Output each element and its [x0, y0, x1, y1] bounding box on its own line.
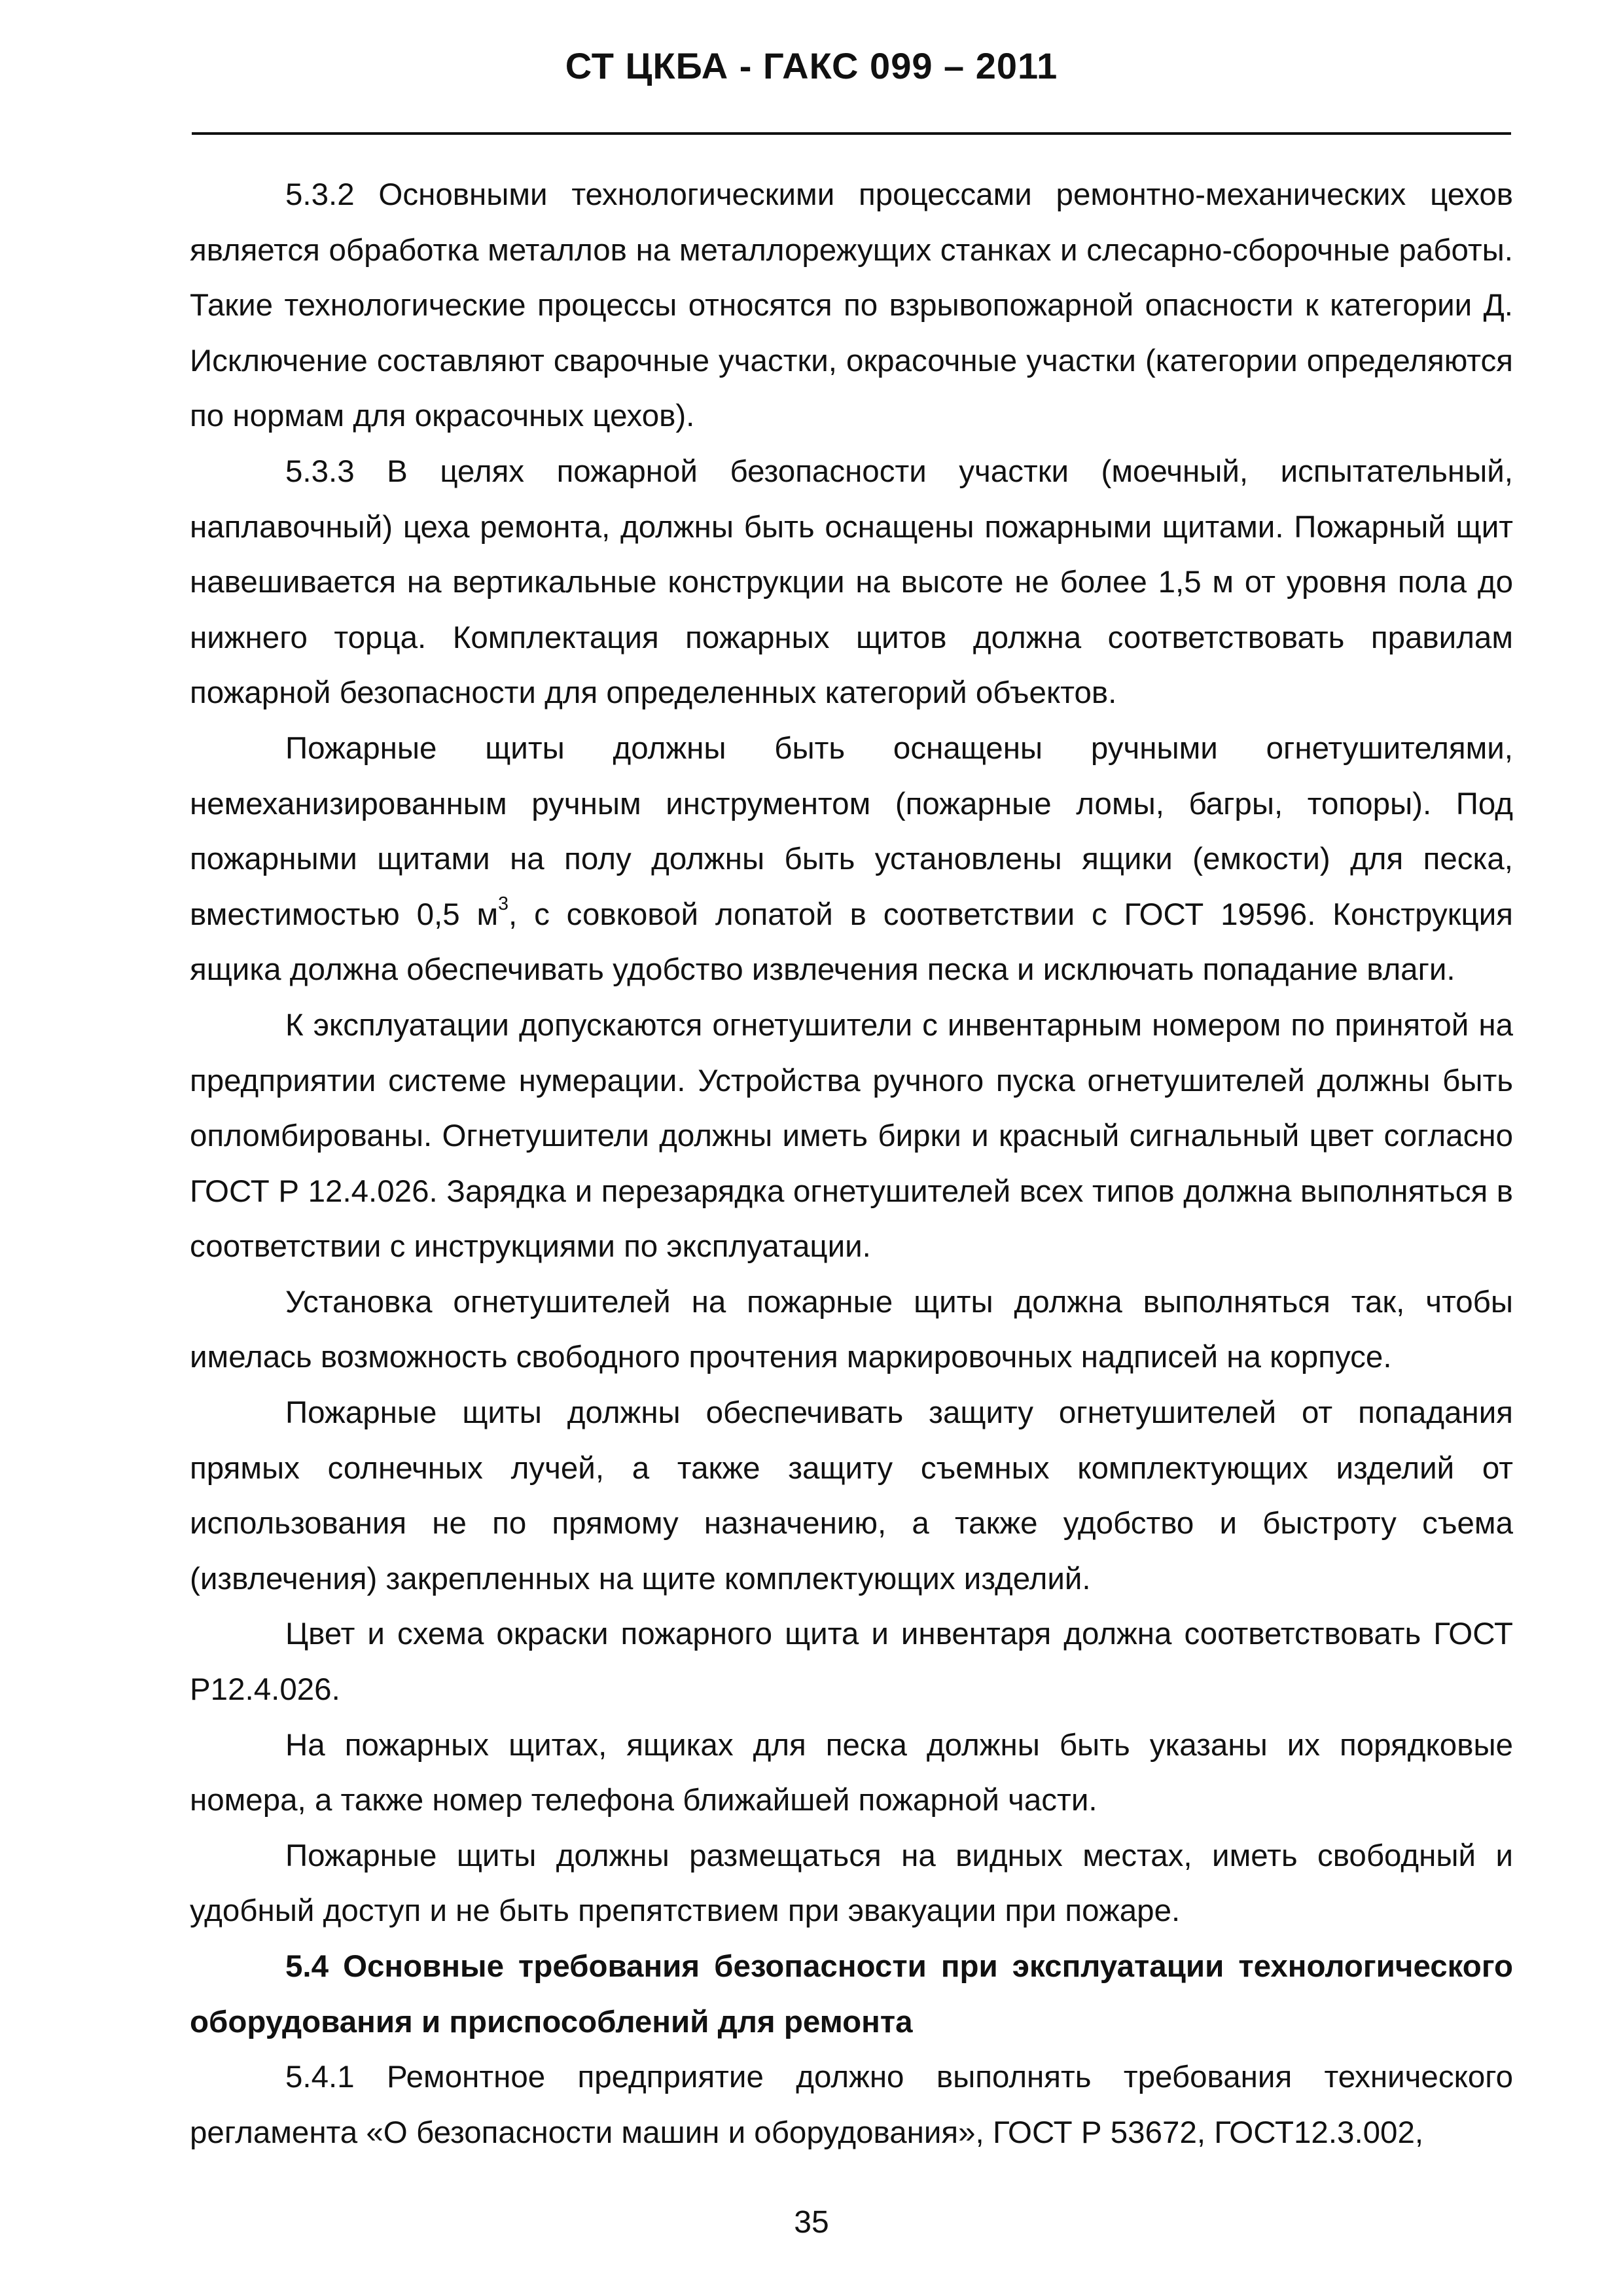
- paragraph-extinguisher-operation: К эксплуатации допускаются огнетушители с инвентарным номером по принятой на предприятии системе нумерации. Устройства ручного пуска огнетушителей должны быть опломбированы. Огнетушители должны иметь бирки и красный сигнальный цвет согласно ГОСТ Р 12.4.026. Зарядка и перезарядка огнетушителей всех типов должна выполняться в соответствии с инструкциями по эксплуатации.: [190, 1007, 1513, 1265]
- paragraph-5-3-2: 5.3.2 Основными технологическими процессами ремонтно-механических цехов является обработка металлов на металлорежущих станках и слесарно-сборочные работы. Такие технологические процессы относятся по взрывопожарной опасности к категории Д. Исключение составляют сварочные участки, окрасочные участки (категории определяются по нормам для окрасочных цехов).: [190, 177, 1513, 434]
- header-divider: [192, 132, 1511, 135]
- paragraph-5-3-3: 5.3.3 В целях пожарной безопасности участки (моечный, испытательный, наплавочный) цеха ремонта, должны быть оснащены пожарными щитами. Пожарный щит навешивается на вертикальные конструкции на высоте не более 1,5 м от уровня пола до нижнего торца. Комплектация пожарных щитов должна соответствовать правилам пожарной безопасности для определенных категорий объектов.: [190, 454, 1513, 711]
- document-header: СТ ЦКБА - ГАКС 099 – 2011: [565, 45, 1058, 86]
- paragraph-text: Пожарные щиты должны быть оснащены ручными огнетушителями, немеханизированным ручным инструментом (пожарные ломы, багры, топоры). Под пожарными щитами на полу должны быть установлены ящики (емкости) для песка, вместимостью 0,5 м: [190, 730, 1513, 932]
- paragraph-5-4-1: 5.4.1 Ремонтное предприятие должно выполнять требования технического регламента «О безопасности машин и оборудования», ГОСТ Р 53672, ГОСТ12.3.002,: [190, 2060, 1513, 2150]
- paragraph-shield-numbering: На пожарных щитах, ящиках для песка должны быть указаны их порядковые номера, а также номер телефона ближайшей пожарной части.: [190, 1727, 1513, 1818]
- paragraph-text: , с совковой лопатой в соответствии с ГОСТ 19596. Конструкция ящика должна обеспечивать удобство извлечения песка и исключать попадание влаги.: [190, 897, 1513, 988]
- paragraph-shield-color: Цвет и схема окраски пожарного щита и инвентаря должна соответствовать ГОСТ Р12.4.026.: [190, 1617, 1513, 1708]
- superscript-cube: 3: [498, 893, 509, 914]
- page-number: 35: [794, 2205, 829, 2240]
- paragraph-shield-protection: Пожарные щиты должны обеспечивать защиту огнетушителей от попадания прямых солнечных лучей, а также защиту съемных комплектующих изделий от использования не по прямому назначению, а также удобство и быстроту съема (извлечения) закрепленных на щите комплектующих изделий.: [190, 1395, 1513, 1596]
- section-heading-5-4: 5.4 Основные требования безопасности при эксплуатации технологического оборудования и приспособлений для ремонта: [190, 1949, 1513, 2039]
- document-body: [190, 168, 1513, 2161]
- paragraph-shield-placement: Пожарные щиты должны размещаться на видных местах, иметь свободный и удобный доступ и не быть препятствием при эвакуации при пожаре.: [190, 1838, 1513, 1929]
- paragraph-extinguisher-installation: Установка огнетушителей на пожарные щиты должна выполняться так, чтобы имелась возможность свободного прочтения маркировочных надписей на корпусе.: [190, 1284, 1513, 1375]
- paragraph-fire-shield-equipment: [190, 721, 1513, 998]
